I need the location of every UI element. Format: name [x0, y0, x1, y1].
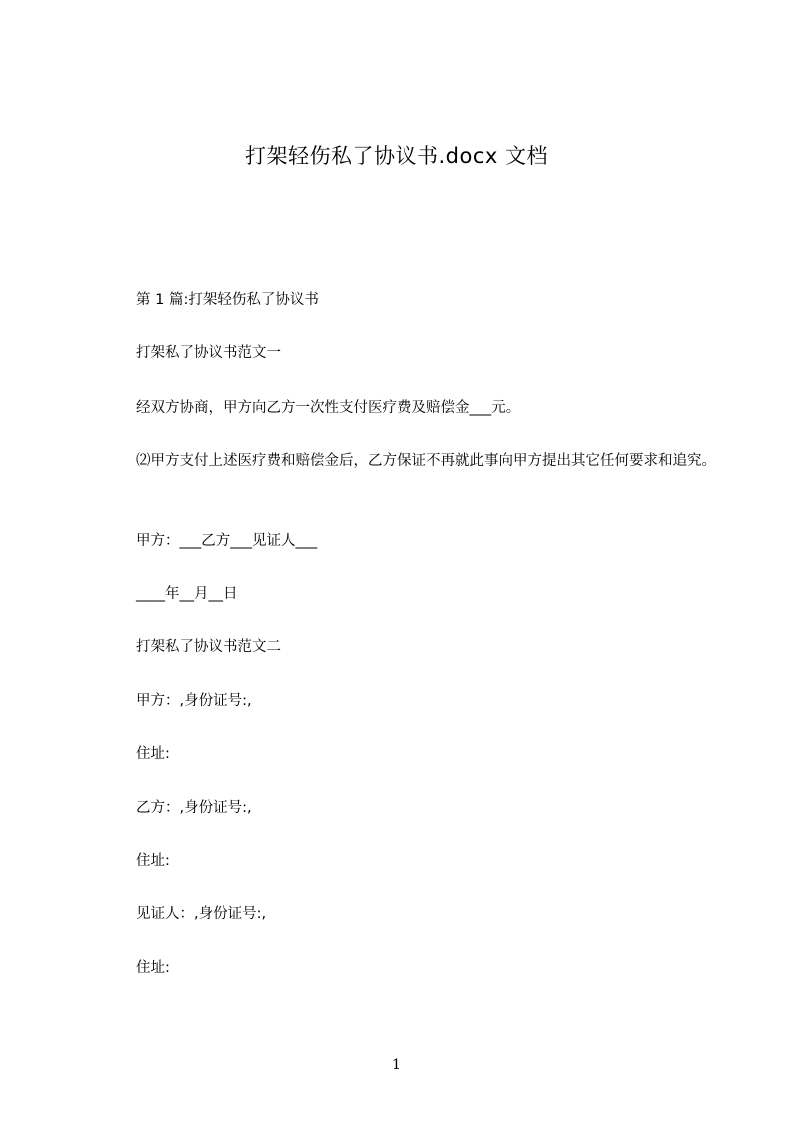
paragraph-guarantee: ⑵甲方支付上述医疗费和赔偿金后，乙方保证不再就此事向甲方提出其它任何要求和追究。 [136, 453, 716, 469]
paragraph-signatures: 甲方：___乙方___见证人___ [136, 533, 318, 549]
paragraph-party-a-address: 住址: [136, 746, 170, 762]
paragraph-party-b-address: 住址: [136, 853, 170, 869]
paragraph-party-a: 甲方：,身份证号:, [136, 693, 252, 709]
document-title: 打架轻伤私了协议书.docx 文档 [244, 144, 548, 168]
paragraph-sample-one-heading: 打架私了协议书范文一 [136, 345, 281, 361]
paragraph-party-b: 乙方：,身份证号:, [136, 800, 252, 816]
paragraph-date: ____年__月__日 [136, 586, 238, 602]
paragraph-part-heading: 第 1 篇:打架轻伤私了协议书 [136, 292, 319, 308]
paragraph-compensation: 经双方协商，甲方向乙方一次性支付医疗费及赔偿金___元。 [136, 400, 521, 416]
page-number: 1 [392, 1057, 401, 1073]
paragraph-sample-two-heading: 打架私了协议书范文二 [136, 639, 281, 655]
paragraph-witness-address: 住址: [136, 960, 170, 976]
paragraph-witness: 见证人：,身份证号:, [136, 906, 267, 922]
